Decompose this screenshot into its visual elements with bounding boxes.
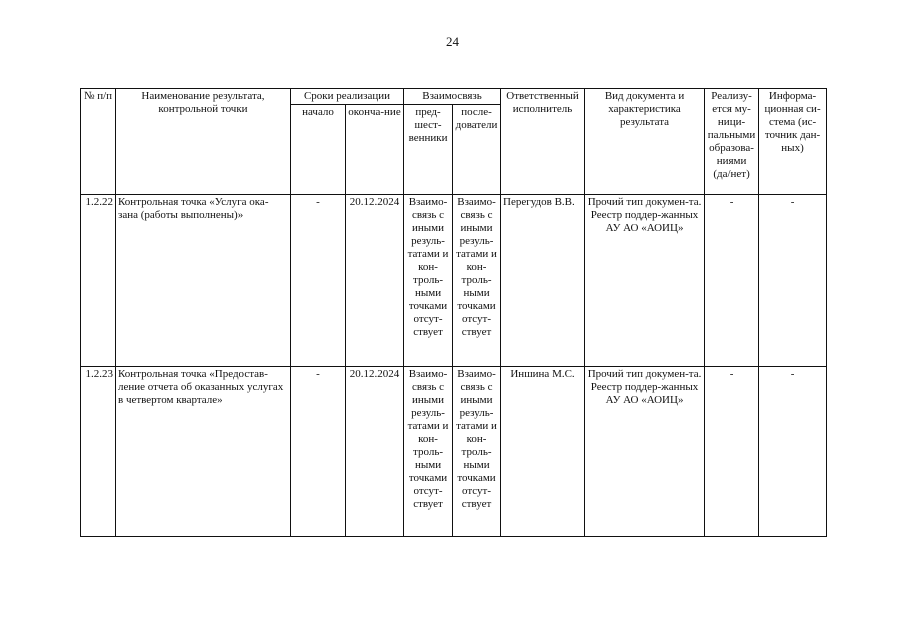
row-start: - (291, 367, 346, 537)
row-predecessors: Взаимо-связь с иными резуль-татами и кон-троль-ными точками отсут-ствует (404, 195, 453, 367)
header-name: Наименование результата, контрольной точки (116, 89, 291, 195)
row-end: 20.12.2024 (346, 367, 404, 537)
header-predecessors: пред-шест-венники (404, 105, 453, 195)
row-document: Прочий тип докумен-та. Реестр поддер-жанных АУ АО «АОИЦ» (585, 367, 705, 537)
row-num: 1.2.22 (81, 195, 116, 367)
header-num: № п/п (81, 89, 116, 195)
header-start: начало (291, 105, 346, 195)
row-name: Контрольная точка «Предостав-ление отчета об оказанных услугах в четвертом квартале» (116, 367, 291, 537)
table-row (81, 367, 827, 537)
row-predecessors: Взаимо-связь с иными резуль-татами и кон-троль-ными точками отсут-ствует (404, 367, 453, 537)
header-responsible: Ответственный исполнитель (501, 89, 585, 195)
row-name: Контрольная точка «Услуга ока-зана (работы выполнены)» (116, 195, 291, 367)
page-number: 24 (446, 34, 459, 49)
row-start: - (291, 195, 346, 367)
row-realization: - (705, 367, 759, 537)
row-num: 1.2.23 (81, 367, 116, 537)
header-end: оконча-ние (346, 105, 404, 195)
row-responsible: Иншина М.С. (501, 367, 585, 537)
row-document: Прочий тип докумен-та. Реестр поддер-жанных АУ АО «АОИЦ» (585, 195, 705, 367)
row-responsible: Перегудов В.В. (501, 195, 585, 367)
row-successors: Взаимо-связь с иными резуль-татами и кон-троль-ными точками отсут-ствует (453, 367, 501, 537)
header-link-group: Взаимосвязь (404, 89, 501, 105)
header-document: Вид документа и характеристика результата (585, 89, 705, 195)
results-table (80, 88, 827, 537)
header-info-system: Информа-ционная си-стема (ис-точник дан-ных) (759, 89, 827, 195)
header-realization: Реализу-ется му-ници-пальными образова-ниями (да/нет) (705, 89, 759, 195)
row-realization: - (705, 195, 759, 367)
row-successors: Взаимо-связь с иными резуль-татами и кон-троль-ными точками отсут-ствует (453, 195, 501, 367)
row-info-system: - (759, 367, 827, 537)
header-terms-group: Сроки реализации (291, 89, 404, 105)
row-end: 20.12.2024 (346, 195, 404, 367)
row-info-system: - (759, 195, 827, 367)
table-row (81, 195, 827, 367)
header-successors: после-дователи (453, 105, 501, 195)
